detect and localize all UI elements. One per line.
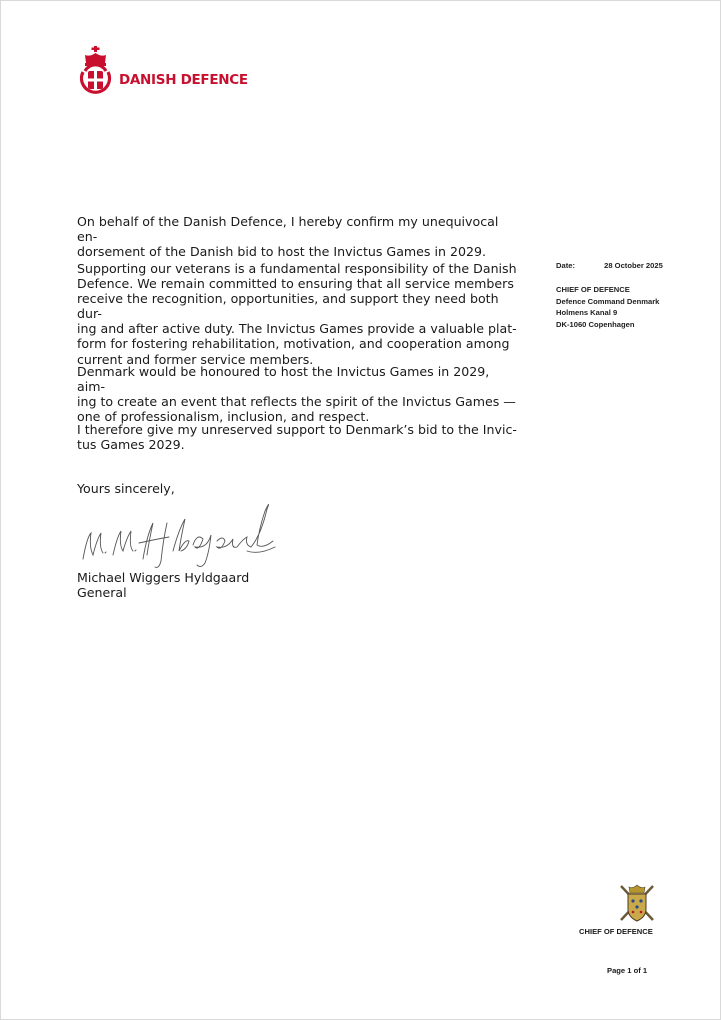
signer-block <box>77 570 249 600</box>
page-number: Page 1 of 1 <box>607 966 648 975</box>
address-line: Defence Command Denmark <box>556 296 660 306</box>
signer-title: General <box>77 585 127 600</box>
crowned-cross-shield-icon <box>76 45 116 101</box>
paragraph: I therefore give my unreserved support to Denmark’s bid to the Invic- tus Games 2029. <box>77 422 517 453</box>
date-row <box>556 261 663 270</box>
signature-image <box>77 489 277 571</box>
footer-title: CHIEF OF DEFENCE <box>579 927 653 936</box>
address-line: CHIEF OF DEFENCE <box>556 285 630 294</box>
paragraph: Supporting our veterans is a fundamental responsibility of the Danish Defence. We remain committed to ensuring that all service members receive the recognition, opportunities, and support they need both dur- ing and after active duty. The Invictus Games provide a valuable plat- form for fostering rehabilitation, motivation, and cooperation among current and former service members. <box>77 261 517 367</box>
paragraph: Denmark would be honoured to host the Invictus Games in 2029, aim- ing to create an event that reflects the spirit of the Invictus Games — one of professionalism, inclusion, and respect. <box>77 364 516 425</box>
date-label: Date: <box>556 261 575 270</box>
closing: Yours sincerely, <box>77 481 175 496</box>
address-line: Holmens Kanal 9 <box>556 308 618 318</box>
chief-of-defence-emblem-icon <box>618 883 656 923</box>
signer-name: Michael Wiggers Hyldgaard <box>77 570 250 585</box>
danish-defence-logo <box>76 45 276 101</box>
sender-address <box>556 284 659 330</box>
paragraph: On behalf of the Danish Defence, I hereby confirm my unequivocal en- dorsement of the Danish bid to host the Invictus Games in 2029. <box>77 214 499 260</box>
date-value: 28 October 2025 <box>604 261 663 270</box>
address-line: DK-1060 Copenhagen <box>556 319 635 329</box>
brand-name: DANISH DEFENCE <box>119 72 248 88</box>
